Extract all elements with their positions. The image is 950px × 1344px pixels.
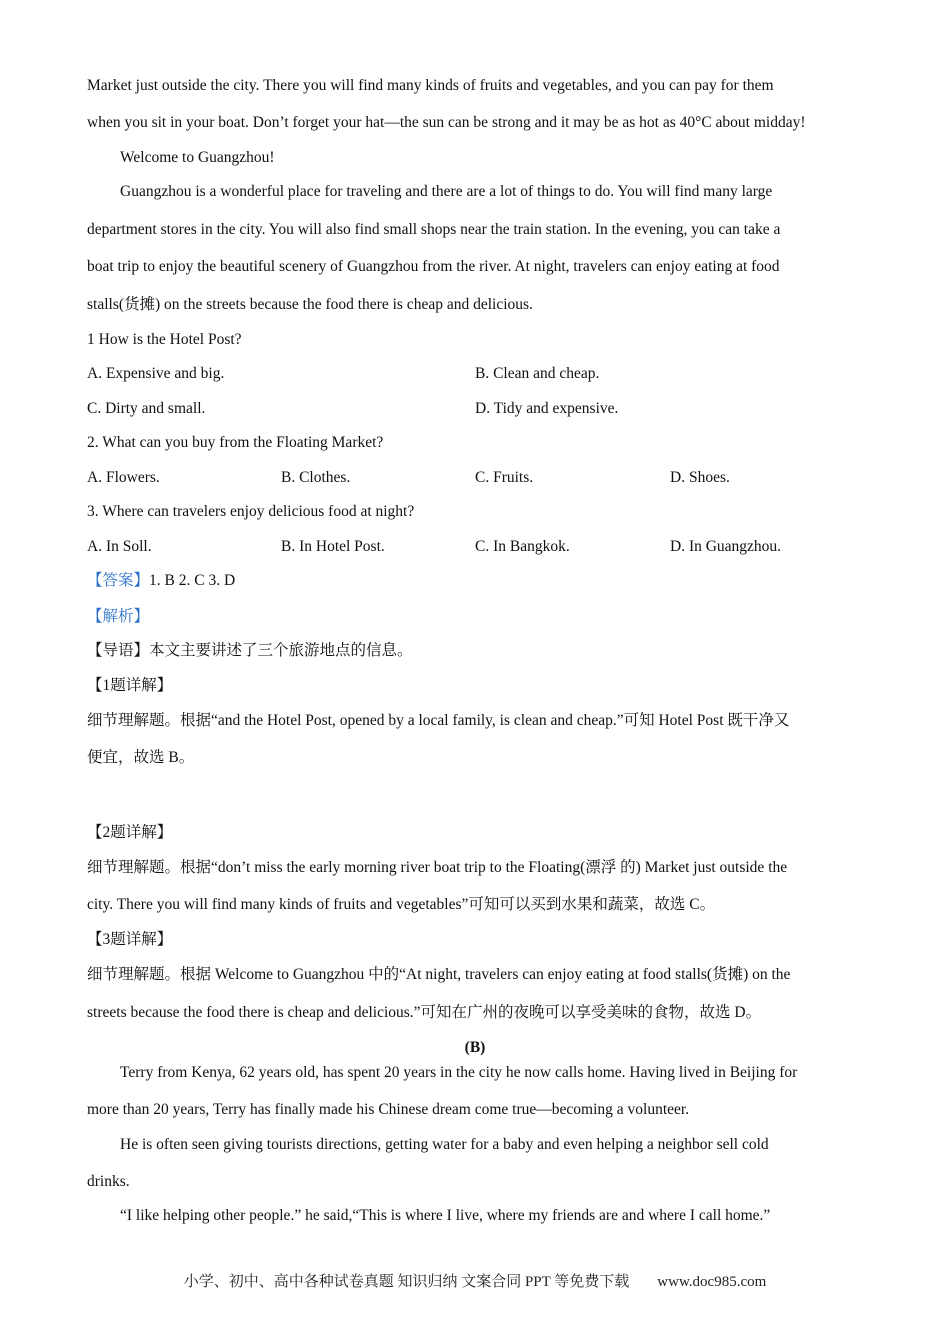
answer-text: 1. B 2. C 3. D	[149, 572, 236, 589]
q1-detail-line-2: 便宜，故选 B。	[87, 749, 195, 766]
question-3-stem: 3. Where can travelers enjoy delicious food at night?	[87, 503, 415, 520]
q1-detail-line-1: 细节理解题。根据“and the Hotel Post, opened by a local family, is clean and cheap.”可知 Hotel Post 既干净又	[87, 712, 790, 729]
question-1-option-a: A. Expensive and big.	[87, 365, 225, 382]
question-1-option-c: C. Dirty and small.	[87, 400, 206, 417]
question-2-option-a: A. Flowers.	[87, 469, 160, 486]
question-2-option-b: B. Clothes.	[281, 469, 351, 486]
passage-b-line-5: “I like helping other people.” he said,“This is where I live, where my friends are and where I call home.”	[120, 1207, 771, 1224]
q3-detail-line-2: streets because the food there is cheap and delicious.”可知在广州的夜晚可以享受美味的食物，故选 D。	[87, 1004, 762, 1021]
q2-detail-line-2: city. There you will find many kinds of fruits and vegetables”可知可以买到水果和蔬菜，故选 C。	[87, 896, 716, 913]
passage-b-line-3: He is often seen giving tourists directions, getting water for a baby and even helping a neighbor sell cold	[120, 1136, 769, 1153]
q2-detail-line-1: 细节理解题。根据“don’t miss the early morning river boat trip to the Floating(漂浮 的) Market just outside the	[87, 859, 788, 876]
answer-line	[87, 571, 235, 591]
q2-detail-heading: 【2题详解】	[87, 824, 173, 841]
question-1-option-b: B. Clean and cheap.	[475, 365, 600, 382]
question-3-option-d: D. In Guangzhou.	[670, 538, 782, 555]
page-footer	[0, 1270, 950, 1291]
question-3-option-a: A. In Soll.	[87, 538, 152, 555]
question-2-option-d: D. Shoes.	[670, 469, 730, 486]
guangzhou-heading: Welcome to Guangzhou!	[120, 149, 275, 166]
footer-url[interactable]: www.doc985.com	[657, 1274, 767, 1290]
passage-b-line-2: more than 20 years, Terry has finally made his Chinese dream come true—becoming a volunteer.	[87, 1101, 690, 1118]
guangzhou-line-3: boat trip to enjoy the beautiful scenery of Guangzhou from the river. At night, travelers can enjoy eating at food	[87, 258, 780, 275]
question-2-stem: 2. What can you buy from the Floating Market?	[87, 434, 384, 451]
answer-label: 【答案】	[87, 572, 150, 589]
analysis-label: 【解析】	[87, 608, 150, 625]
question-3-option-b: B. In Hotel Post.	[281, 538, 385, 555]
guangzhou-line-2: department stores in the city. You will also find small shops near the train station. In the evening, you can take a	[87, 221, 781, 238]
q3-detail-heading: 【3题详解】	[87, 931, 173, 948]
passage-b-heading: (B)	[464, 1039, 486, 1056]
passage-b-line-1: Terry from Kenya, 62 years old, has spent 20 years in the city he now calls home. Having lived in Beijing for	[120, 1064, 798, 1081]
question-3-option-c: C. In Bangkok.	[475, 538, 570, 555]
question-1-option-d: D. Tidy and expensive.	[475, 400, 619, 417]
guangzhou-line-4: stalls(货摊) on the streets because the food there is cheap and delicious.	[87, 296, 533, 313]
footer-text: 小学、初中、高中各种试卷真题 知识归纳 文案合同 PPT 等免费下载	[183, 1274, 630, 1290]
passage-a-line-1: Market just outside the city. There you will find many kinds of fruits and vegetables, and you can pay for them	[87, 77, 774, 94]
analysis-intro: 【导语】本文主要讲述了三个旅游地点的信息。	[87, 642, 413, 659]
q3-detail-line-1: 细节理解题。根据 Welcome to Guangzhou 中的“At night, travelers can enjoy eating at food stalls(货摊) on the	[87, 966, 791, 983]
guangzhou-line-1: Guangzhou is a wonderful place for traveling and there are a lot of things to do. You will find many large	[120, 183, 773, 200]
question-1-stem: 1 How is the Hotel Post?	[87, 331, 242, 348]
q1-detail-heading: 【1题详解】	[87, 677, 173, 694]
passage-b-line-4: drinks.	[87, 1173, 130, 1190]
question-2-option-c: C. Fruits.	[475, 469, 534, 486]
passage-a-line-2: when you sit in your boat. Don’t forget your hat—the sun can be strong and it may be as hot as 40°C about midday!	[87, 114, 806, 131]
